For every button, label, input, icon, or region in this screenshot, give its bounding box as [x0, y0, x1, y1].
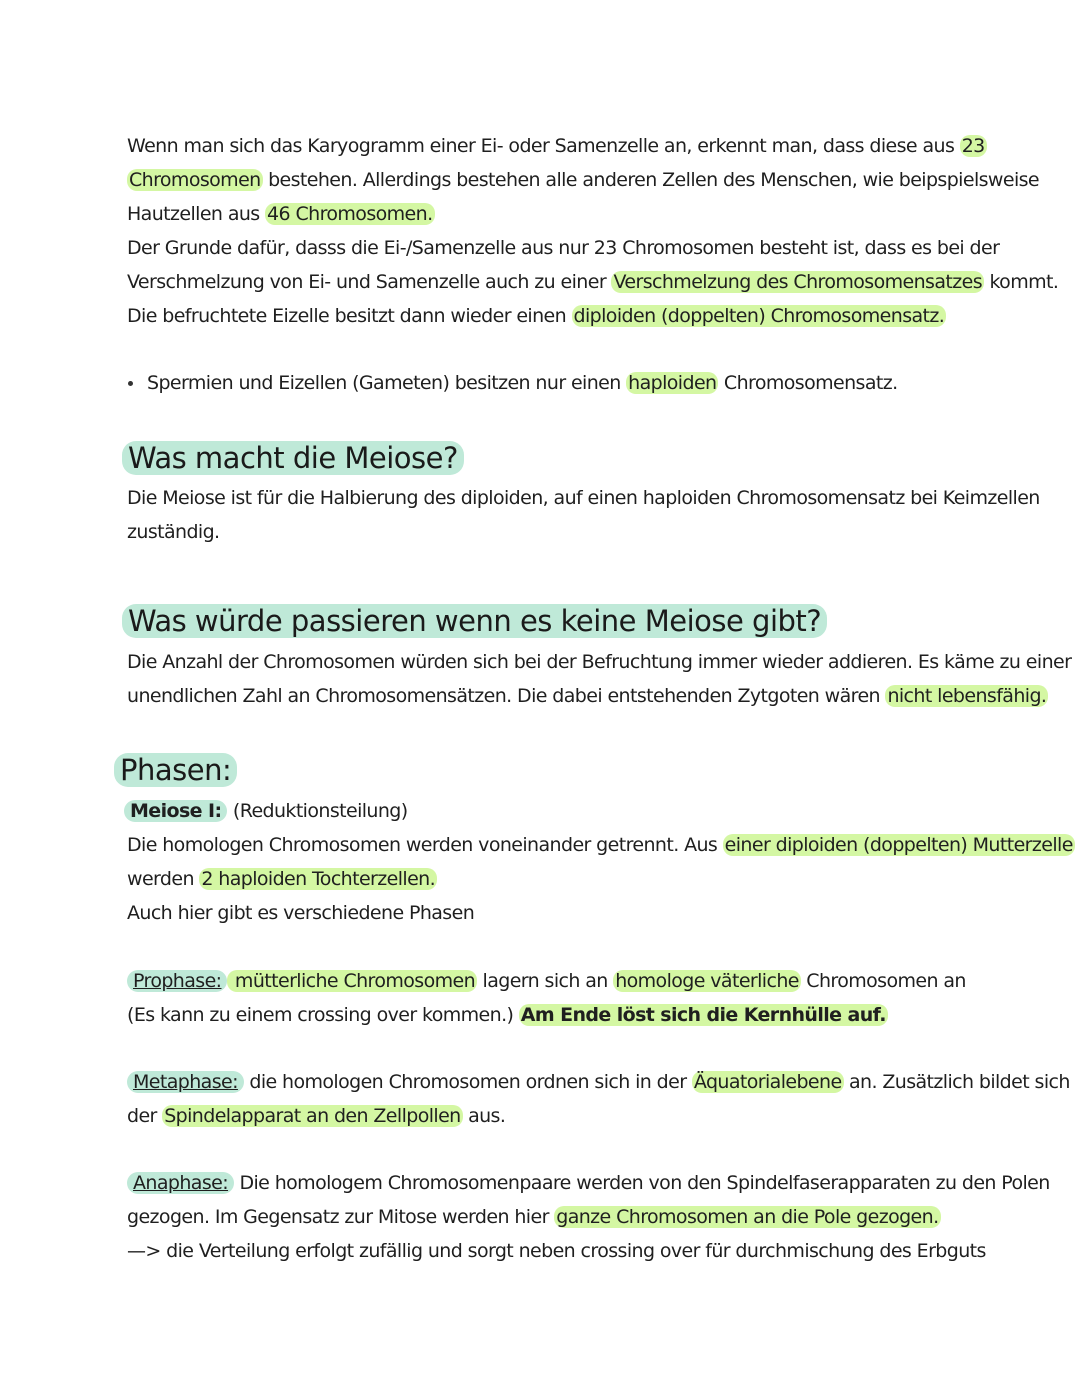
bullet-dot: [128, 381, 133, 386]
meiose-1-line-3: Auch hier gibt es verschiedene Phasen: [127, 902, 475, 924]
intro-line-3: Hautzellen aus 46 Chromosomen.: [127, 203, 433, 225]
q2-line-1: Die Anzahl der Chromosomen würden sich bei der Befruchtung immer wieder addieren. Es käme zu einer: [127, 651, 1072, 673]
highlight-nicht-lebensfaehig: nicht lebensfähig.: [887, 685, 1047, 707]
intro-line-6: Die befruchtete Eizelle besitzt dann wieder einen diploiden (doppelten) Chromosomensatz.: [127, 305, 945, 327]
highlight-kernhuelle: Am Ende löst sich die Kernhülle auf.: [520, 1004, 886, 1026]
highlight-chromosomen: Chromosomen: [129, 169, 261, 191]
prophase-label: Prophase:: [127, 970, 227, 992]
q2-line-2: unendlichen Zahl an Chromosomensätzen. Die dabei entstehenden Zytgoten wären nicht lebensfähig.: [127, 685, 1047, 707]
heading-meiose-function: Was macht die Meiose?: [122, 438, 464, 478]
anaphase-line-1: Anaphase: Die homologem Chromosomenpaare werden von den Spindelfaserapparaten zu den Polen: [127, 1166, 1050, 1200]
highlight-tochterzellen: 2 haploiden Tochterzellen.: [201, 868, 436, 890]
meiose-1-line-2: werden 2 haploiden Tochterzellen.: [127, 868, 436, 890]
highlight-haploiden: haploiden: [628, 372, 717, 394]
heading-phasen: Phasen:: [114, 750, 237, 790]
highlight-diploid: diploiden (doppelten) Chromosomensatz.: [573, 305, 945, 327]
intro-line-4: Der Grunde dafür, dasss die Ei-/Samenzelle aus nur 23 Chromosomen besteht ist, dass es bei der: [127, 237, 1000, 259]
intro-line-1: Wenn man sich das Karyogramm einer Ei- oder Samenzelle an, erkennt man, dass diese aus 23: [127, 135, 985, 157]
highlight-23: 23: [961, 135, 985, 157]
anaphase-line-2: gezogen. Im Gegensatz zur Mitose werden hier ganze Chromosomen an die Pole gezogen.: [127, 1206, 939, 1228]
intro-line-5: Verschmelzung von Ei- und Samenzelle auch zu einer Verschmelzung des Chromosomensatzes kommt.: [127, 271, 1059, 293]
prophase-line-1: Prophase: mütterliche Chromosomen lagern sich an homologe väterliche Chromosomen an: [127, 964, 966, 998]
highlight-verschmelzung: Verschmelzung des Chromosomensatzes: [613, 271, 982, 293]
metaphase-line-1: Metaphase: die homologen Chromosomen ordnen sich in der Äquatorialebene an. Zusätzlich bildet sich: [127, 1065, 1070, 1099]
prophase-line-2: (Es kann zu einem crossing over kommen.) Am Ende löst sich die Kernhülle auf.: [127, 1004, 886, 1026]
q1-line-1: Die Meiose ist für die Halbierung des diploiden, auf einen haploiden Chromosomensatz bei Keimzellen: [127, 487, 1040, 509]
highlight-46: 46 Chromosomen.: [267, 203, 433, 225]
anaphase-label: Anaphase:: [127, 1172, 234, 1194]
highlight-mutterzelle: einer diploiden (doppelten) Mutterzelle: [724, 834, 1073, 856]
bullet-text: Spermien und Eizellen (Gameten) besitzen nur einen haploiden Chromosomensatz.: [147, 372, 898, 394]
heading-no-meiose: Was würde passieren wenn es keine Meiose gibt?: [122, 601, 827, 641]
anaphase-line-3: —> die Verteilung erfolgt zufällig und sorgt neben crossing over für durchmischung des Erbguts: [127, 1240, 986, 1262]
meiose-1-line-1: Die homologen Chromosomen werden voneinander getrennt. Aus einer diploiden (doppelten) Mutterzelle: [127, 834, 1073, 856]
q1-line-2: zuständig.: [127, 521, 220, 543]
metaphase-label: Metaphase:: [127, 1071, 244, 1093]
meiose-1-title: Meiose I: (Reduktionsteilung): [124, 794, 408, 828]
metaphase-line-2: der Spindelapparat an den Zellpollen aus.: [127, 1105, 506, 1127]
intro-line-2: Chromosomen bestehen. Allerdings bestehen alle anderen Zellen des Menschen, wie beipspielsweise: [129, 169, 1040, 191]
